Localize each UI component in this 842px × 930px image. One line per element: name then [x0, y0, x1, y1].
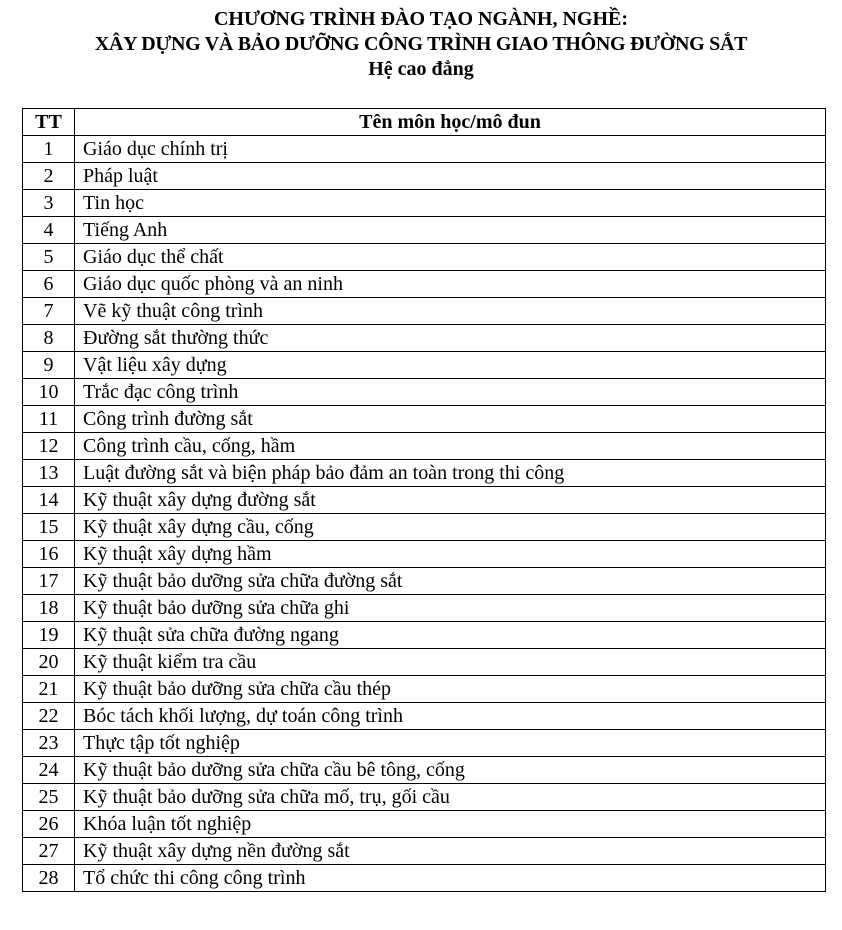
subject-name: Thực tập tốt nghiệp — [75, 730, 826, 757]
row-number: 3 — [23, 190, 75, 217]
header-tt: TT — [23, 109, 75, 136]
subject-name: Vật liệu xây dựng — [75, 352, 826, 379]
subject-name: Đường sắt thường thức — [75, 325, 826, 352]
subject-name: Giáo dục thể chất — [75, 244, 826, 271]
table-row — [23, 649, 826, 676]
subject-name: Tiếng Anh — [75, 217, 826, 244]
row-number: 7 — [23, 298, 75, 325]
row-number: 20 — [23, 649, 75, 676]
row-number: 5 — [23, 244, 75, 271]
table-row — [23, 190, 826, 217]
subject-name: Khóa luận tốt nghiệp — [75, 811, 826, 838]
table-row — [23, 811, 826, 838]
subject-name: Trắc đạc công trình — [75, 379, 826, 406]
subject-name: Kỹ thuật bảo dưỡng sửa chữa ghi — [75, 595, 826, 622]
subject-name: Tin học — [75, 190, 826, 217]
row-number: 19 — [23, 622, 75, 649]
table-row — [23, 136, 826, 163]
table-row — [23, 784, 826, 811]
subject-name: Công trình đường sắt — [75, 406, 826, 433]
subject-name: Giáo dục quốc phòng và an ninh — [75, 271, 826, 298]
subject-name: Kỹ thuật xây dựng cầu, cống — [75, 514, 826, 541]
document-header — [0, 7, 842, 82]
table-row — [23, 595, 826, 622]
subject-name: Kỹ thuật bảo dưỡng sửa chữa cầu thép — [75, 676, 826, 703]
document-title-line-1: CHƯƠNG TRÌNH ĐÀO TẠO NGÀNH, NGHỀ: — [213, 8, 629, 30]
row-number: 27 — [23, 838, 75, 865]
row-number: 28 — [23, 865, 75, 892]
table-row — [23, 352, 826, 379]
subject-name: Kỹ thuật sửa chữa đường ngang — [75, 622, 826, 649]
row-number: 10 — [23, 379, 75, 406]
table-row — [23, 703, 826, 730]
table-row — [23, 757, 826, 784]
subjects-table — [22, 108, 826, 892]
subject-name: Bóc tách khối lượng, dự toán công trình — [75, 703, 826, 730]
subject-name: Giáo dục chính trị — [75, 136, 826, 163]
table-row — [23, 541, 826, 568]
row-number: 12 — [23, 433, 75, 460]
table-row — [23, 865, 826, 892]
row-number: 24 — [23, 757, 75, 784]
table-row — [23, 838, 826, 865]
row-number: 4 — [23, 217, 75, 244]
table-row — [23, 622, 826, 649]
table-row — [23, 514, 826, 541]
document-subtitle: Hệ cao đẳng — [368, 58, 474, 80]
subject-name: Công trình cầu, cống, hầm — [75, 433, 826, 460]
row-number: 17 — [23, 568, 75, 595]
row-number: 16 — [23, 541, 75, 568]
document-title-line-2: XÂY DỰNG VÀ BẢO DƯỠNG CÔNG TRÌNH GIAO THÔNG ĐƯỜNG SẮT — [94, 33, 748, 55]
subject-name: Vẽ kỹ thuật công trình — [75, 298, 826, 325]
row-number: 26 — [23, 811, 75, 838]
subject-name: Kỹ thuật bảo dưỡng sửa chữa cầu bê tông, cống — [75, 757, 826, 784]
row-number: 14 — [23, 487, 75, 514]
table-header-row — [23, 109, 826, 136]
row-number: 22 — [23, 703, 75, 730]
table-row — [23, 298, 826, 325]
table-row — [23, 379, 826, 406]
subject-name: Kỹ thuật xây dựng nền đường sắt — [75, 838, 826, 865]
table-row — [23, 730, 826, 757]
row-number: 21 — [23, 676, 75, 703]
subject-name: Kỹ thuật bảo dưỡng sửa chữa đường sắt — [75, 568, 826, 595]
table-row — [23, 244, 826, 271]
row-number: 25 — [23, 784, 75, 811]
table-row — [23, 460, 826, 487]
row-number: 15 — [23, 514, 75, 541]
row-number: 9 — [23, 352, 75, 379]
row-number: 8 — [23, 325, 75, 352]
subject-name: Kỹ thuật bảo dưỡng sửa chữa mố, trụ, gối cầu — [75, 784, 826, 811]
row-number: 18 — [23, 595, 75, 622]
subject-name: Kỹ thuật xây dựng hầm — [75, 541, 826, 568]
row-number: 1 — [23, 136, 75, 163]
table-row — [23, 676, 826, 703]
row-number: 2 — [23, 163, 75, 190]
table-row — [23, 163, 826, 190]
row-number: 11 — [23, 406, 75, 433]
table-row — [23, 487, 826, 514]
table-row — [23, 217, 826, 244]
table-row — [23, 406, 826, 433]
row-number: 6 — [23, 271, 75, 298]
row-number: 13 — [23, 460, 75, 487]
subject-name: Kỹ thuật kiểm tra cầu — [75, 649, 826, 676]
header-subject-name: Tên môn học/mô đun — [75, 109, 826, 136]
subjects-table-body — [23, 136, 826, 892]
subject-name: Kỹ thuật xây dựng đường sắt — [75, 487, 826, 514]
table-row — [23, 568, 826, 595]
row-number: 23 — [23, 730, 75, 757]
table-row — [23, 325, 826, 352]
table-row — [23, 433, 826, 460]
subject-name: Pháp luật — [75, 163, 826, 190]
table-row — [23, 271, 826, 298]
subject-name: Tổ chức thi công công trình — [75, 865, 826, 892]
subject-name: Luật đường sắt và biện pháp bảo đảm an toàn trong thi công — [75, 460, 826, 487]
